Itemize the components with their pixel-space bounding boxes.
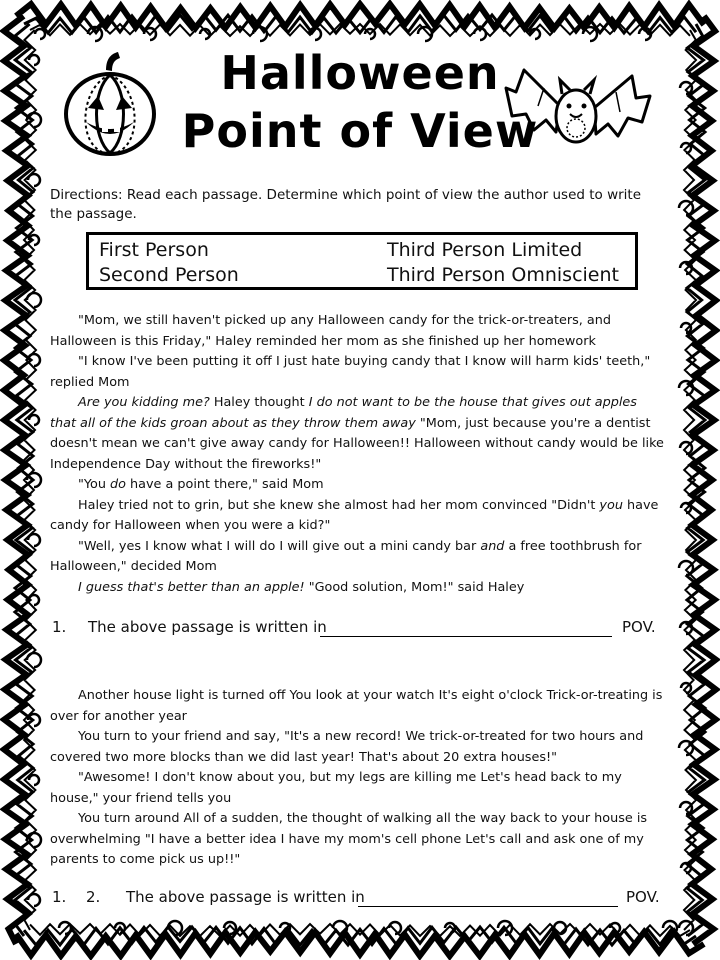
pov-options-box — [86, 232, 638, 290]
page-title-line-1: Halloween — [220, 46, 500, 100]
pov-option-third-omniscient: Third Person Omniscient — [387, 264, 619, 286]
passage-1 — [50, 311, 665, 598]
passage-1-paragraph — [50, 537, 665, 578]
question-number: 1. — [52, 888, 67, 906]
question-suffix: POV. — [622, 618, 656, 636]
text-span: a free toothbrush for Halloween," decided Mom — [50, 538, 642, 574]
border-swirl — [389, 922, 401, 934]
question-number: 1. — [52, 618, 67, 636]
question-1 — [50, 618, 666, 640]
text-span: "Well, yes I know what I will do I will give out a mini candy bar — [78, 538, 481, 554]
text-span: Haley tried not to grin, but she knew she almost had her mom convinced "Didn't — [78, 497, 600, 513]
italic-thought: I guess that's better than an apple! — [78, 579, 305, 595]
text-span: Haley thought — [209, 395, 309, 410]
border-swirl — [29, 775, 39, 785]
pov-option-second-person: Second Person — [99, 264, 239, 286]
passage-2-paragraph: You turn around All of a sudden, the thought of walking all the way back to your house is overwhelming "I have a better idea I have my mom's cell phone Let's call and ask one of my parents to come pick us up!!" — [50, 811, 648, 867]
passage-2 — [50, 686, 665, 871]
border-swirl — [680, 82, 692, 94]
passage-2-paragraph: Another house light is turned off You look at your watch It's eight o'clock Trick-or-treating is over for another year — [50, 688, 663, 724]
text-span: "Mom, just because you're a dentist doesn't mean we can't give away candy for Halloween!! Halloween without candy would be like Independence Day without the fireworks!" — [50, 415, 664, 472]
text-span: have candy for Halloween when you were a kid?" — [50, 497, 659, 533]
passage-1-paragraph: "Mom, we still haven't picked up any Halloween candy for the trick-or-treaters, and Halloween is this Friday," Haley reminded her mom as she finished up her homework — [50, 313, 611, 349]
border-swirl — [253, 27, 267, 41]
directions-text: Directions: Read each passage. Determine which point of view the author used to write the passage. — [50, 187, 642, 222]
border-swirl — [29, 415, 39, 425]
question-text: The above passage is written in — [88, 618, 327, 636]
pov-option-first-person: First Person — [99, 239, 209, 261]
passage-1-paragraph — [50, 496, 665, 537]
question-text: The above passage is written in — [126, 888, 365, 906]
passage-2-paragraph: You turn to your friend and say, "It's a new record! We trick-or-treated for two hours and covered two more blocks than we did last year! That's about 20 extra houses!" — [50, 729, 644, 765]
border-swirl — [29, 55, 39, 65]
passage-1-paragraph: "I know I've been putting it off I just hate buying candy that I know will harm kids' teeth," replied Mom — [50, 354, 651, 390]
page-title-line-2: Point of View — [181, 104, 539, 158]
passage-1-paragraph — [50, 578, 665, 599]
question-number: 2. — [86, 888, 101, 906]
answer-blank[interactable] — [358, 906, 618, 907]
question-2 — [50, 888, 666, 910]
passage-1-paragraph — [50, 475, 665, 496]
answer-blank[interactable] — [320, 636, 612, 637]
italic-thought: Are you kidding me? — [78, 395, 210, 410]
italic-word: do — [110, 477, 126, 492]
question-suffix: POV. — [626, 888, 660, 906]
passage-2-paragraph: "Awesome! I don't know about you, but my legs are killing me Let's head back to my house," your friend tells you — [50, 770, 622, 806]
italic-word: and — [480, 538, 505, 554]
text-span: "You — [78, 477, 111, 492]
italic-word: you — [599, 497, 623, 513]
text-span: "Good solution, Mom!" said Haley — [304, 579, 525, 595]
border-swirl — [680, 802, 692, 814]
border-swirl — [679, 561, 693, 575]
italic-thought: I do not want to be the house that gives out apples that all of the kids groan about as they throw them away — [50, 395, 637, 431]
pov-option-third-limited: Third Person Limited — [387, 239, 583, 261]
text-span: have a point there," said Mom — [125, 477, 324, 492]
passage-1-paragraph — [50, 393, 665, 475]
jack-o-lantern-icon — [62, 50, 158, 156]
border-swirl — [35, 29, 45, 39]
